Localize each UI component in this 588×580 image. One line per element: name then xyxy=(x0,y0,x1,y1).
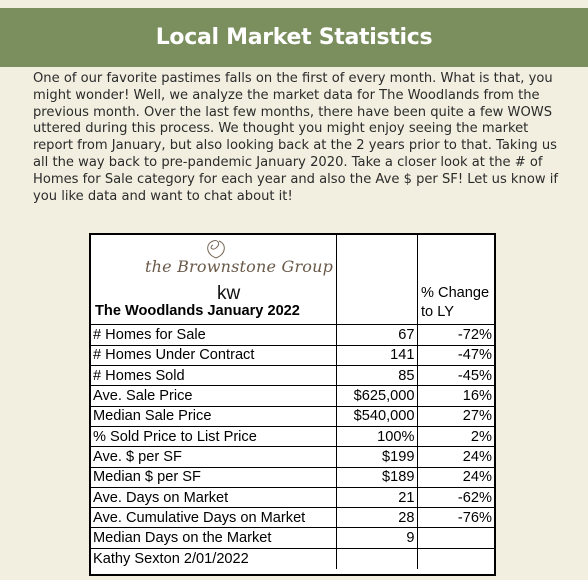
pct-change-header: % Change to LY xyxy=(421,285,490,320)
metric-cell: # Homes Sold xyxy=(91,366,336,386)
value-cell xyxy=(336,548,417,568)
metric-cell: Median Sale Price xyxy=(91,406,336,426)
table-row xyxy=(91,508,494,528)
metric-cell: Ave. Sale Price xyxy=(91,386,336,406)
brand-name: the Brownstone Group xyxy=(145,257,334,276)
value-cell: $189 xyxy=(336,467,417,487)
value-cell: 9 xyxy=(336,528,417,548)
table-row xyxy=(91,325,494,345)
footer-cell: Kathy Sexton 2/01/2022 xyxy=(91,548,336,568)
value-cell: 85 xyxy=(336,366,417,386)
value-cell: 100% xyxy=(336,426,417,446)
value-cell: 21 xyxy=(336,487,417,507)
metric-cell: Median $ per SF xyxy=(91,467,336,487)
metric-cell: # Homes for Sale xyxy=(91,325,336,345)
change-cell: 16% xyxy=(417,386,494,406)
value-cell: $199 xyxy=(336,447,417,467)
report-header xyxy=(91,235,494,325)
metric-cell: Ave. $ per SF xyxy=(91,447,336,467)
table-row xyxy=(91,548,494,568)
report-title: The Woodlands January 2022 xyxy=(95,303,300,319)
value-cell: 28 xyxy=(336,508,417,528)
change-cell xyxy=(417,528,494,548)
change-cell: 24% xyxy=(417,447,494,467)
value-cell: 141 xyxy=(336,345,417,365)
change-cell: 24% xyxy=(417,467,494,487)
table-row xyxy=(91,386,494,406)
table-row xyxy=(91,426,494,446)
change-cell: -62% xyxy=(417,487,494,507)
value-cell: 67 xyxy=(336,325,417,345)
metric-cell: Median Days on the Market xyxy=(91,528,336,548)
change-cell: 27% xyxy=(417,406,494,426)
intro-paragraph: One of our favorite pastimes falls on the first of every month. What is that, you might wonder! Well, we analyze the market data for The Woodlands from the previous month. Over the last few months, there have been quite a few WOWS uttered during this process. We thought you might enjoy seeing the market report from January, but also looking back at the 2 years prior to that. Taking us all the way back to pre-pandemic January 2020. Take a closer look at the # of Homes for Sale category for each year and also the Ave $ per SF! Let us know if you like data and want to chat about it! xyxy=(33,71,558,204)
change-cell: -76% xyxy=(417,508,494,528)
table-row xyxy=(91,406,494,426)
market-report-image xyxy=(89,233,496,576)
metric-cell: Ave. Cumulative Days on Market xyxy=(91,508,336,528)
table-row xyxy=(91,447,494,467)
change-cell xyxy=(417,548,494,568)
kw-logo: kw xyxy=(217,283,241,304)
value-cell: $540,000 xyxy=(336,406,417,426)
change-cell: -72% xyxy=(417,325,494,345)
metric-cell: Ave. Days on Market xyxy=(91,487,336,507)
stats-table xyxy=(91,325,494,569)
title-banner xyxy=(0,8,588,67)
page-title: Local Market Statistics xyxy=(155,25,433,50)
metric-cell: # Homes Under Contract xyxy=(91,345,336,365)
change-cell: 2% xyxy=(417,426,494,446)
change-cell: -45% xyxy=(417,366,494,386)
table-row xyxy=(91,528,494,548)
table-row xyxy=(91,366,494,386)
table-row xyxy=(91,345,494,365)
change-cell: -47% xyxy=(417,345,494,365)
table-row xyxy=(91,467,494,487)
table-row xyxy=(91,487,494,507)
metric-cell: % Sold Price to List Price xyxy=(91,426,336,446)
value-cell: $625,000 xyxy=(336,386,417,406)
